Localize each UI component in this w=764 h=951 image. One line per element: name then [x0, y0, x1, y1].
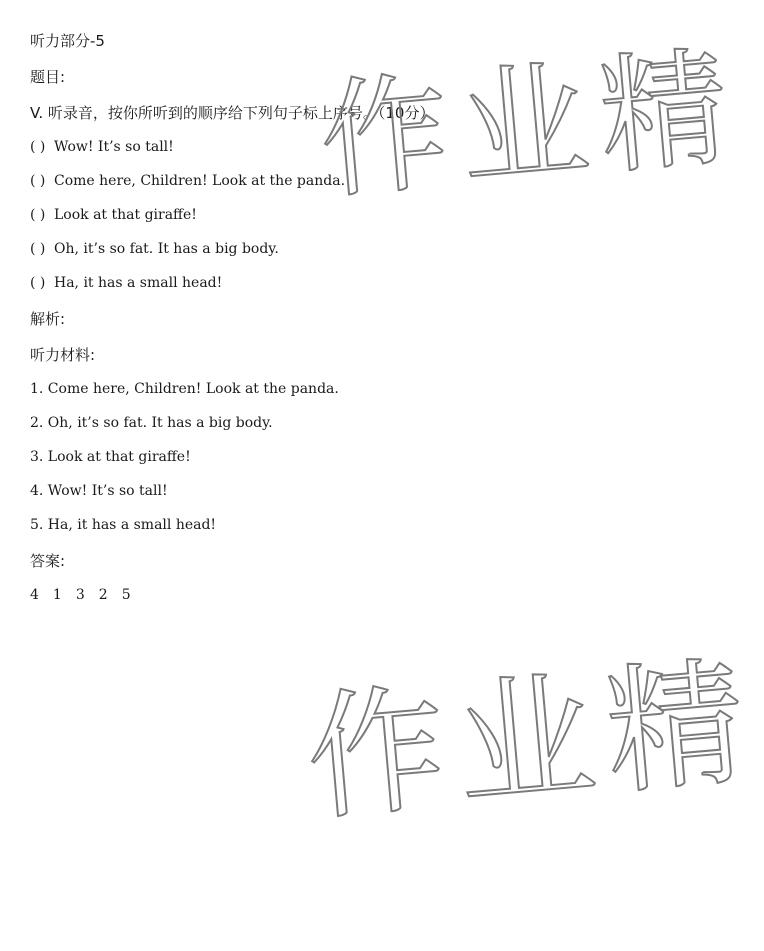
transcript-line: 4. Wow! It’s so tall! — [30, 483, 168, 499]
answer-value: 3 — [75, 587, 85, 603]
answer-blank: ( ) — [30, 275, 46, 291]
question-item-text: Wow! It’s so tall! — [54, 139, 174, 155]
answer-blank: ( ) — [30, 241, 46, 257]
transcript-line: 3. Look at that giraffe! — [30, 449, 191, 465]
question-item — [30, 137, 174, 157]
transcript-line: 2. Oh, it’s so fat. It has a big body. — [30, 415, 273, 431]
answer-value: 5 — [121, 587, 131, 603]
listening-material-label: 听力材料: — [30, 346, 96, 364]
answer-blank: ( ) — [30, 139, 46, 155]
answer-blank: ( ) — [30, 173, 46, 189]
watermark-top: 作业精 — [314, 32, 746, 218]
question-item — [30, 171, 345, 191]
question-item-text: Oh, it’s so fat. It has a big body. — [54, 241, 279, 257]
question-instruction: V. 听录音，按你所听到的顺序给下列句子标上序号。（10分） — [30, 104, 435, 122]
question-item — [30, 205, 197, 225]
question-item-text: Look at that giraffe! — [54, 207, 197, 223]
question-item — [30, 273, 222, 293]
question-label: 题目: — [30, 68, 66, 86]
transcript-line: 1. Come here, Children! Look at the panda. — [30, 381, 339, 397]
answer-value: 1 — [52, 587, 62, 603]
answer-blank: ( ) — [30, 207, 46, 223]
analysis-label: 解析: — [30, 310, 66, 328]
question-item-text: Come here, Children! Look at the panda. — [54, 173, 346, 189]
watermark-bottom: 作业精 — [300, 640, 763, 841]
transcript-line: 5. Ha, it has a small head! — [30, 517, 217, 533]
question-item — [30, 239, 279, 259]
answer-label: 答案: — [30, 552, 66, 570]
answer-sequence — [30, 585, 145, 605]
answer-value: 2 — [98, 587, 108, 603]
section-title: 听力部分-5 — [30, 32, 105, 50]
answer-value: 4 — [30, 587, 39, 603]
question-item-text: Ha, it has a small head! — [54, 275, 223, 291]
